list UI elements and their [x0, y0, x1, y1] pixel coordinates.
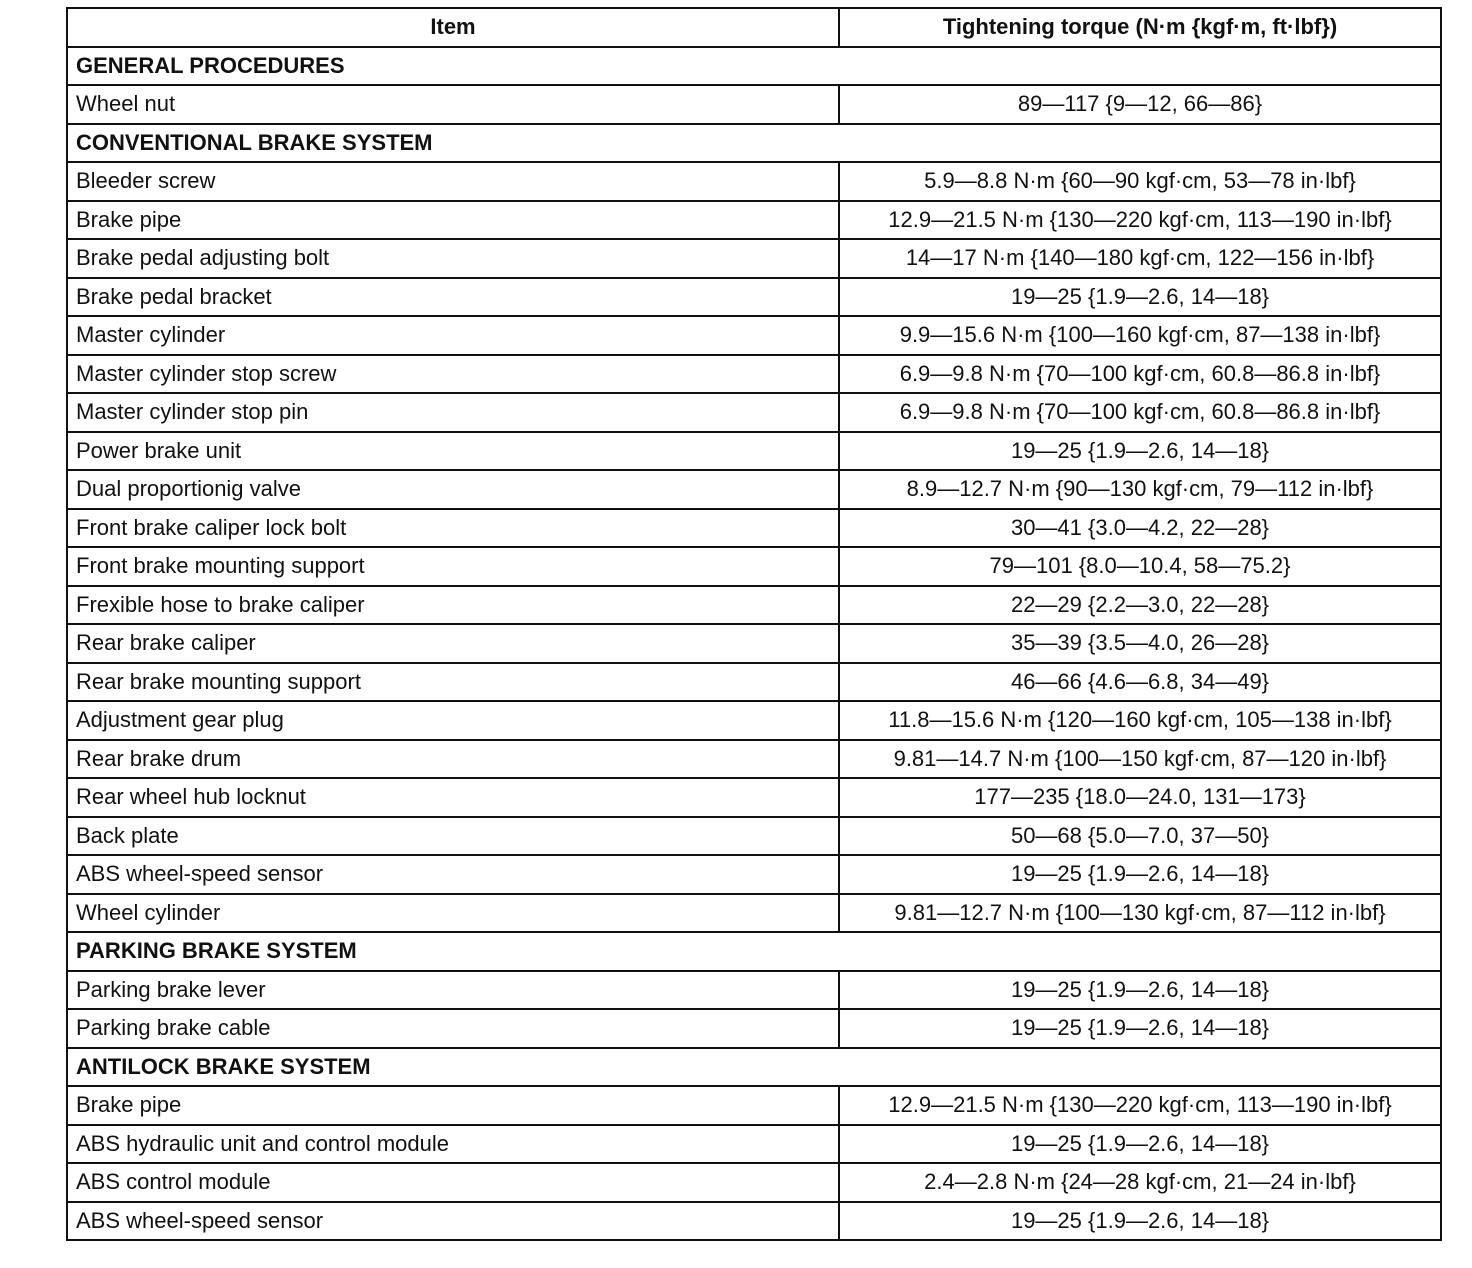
item-cell: Power brake unit	[67, 432, 839, 471]
torque-cell: 6.9—9.8 N·m {70—100 kgf·cm, 60.8—86.8 in·lbf}	[839, 355, 1441, 394]
table-body	[67, 47, 1441, 1241]
torque-cell: 79—101 {8.0—10.4, 58—75.2}	[839, 547, 1441, 586]
item-cell: Rear brake caliper	[67, 624, 839, 663]
table-header-row	[67, 8, 1441, 47]
section-header-row	[67, 47, 1441, 86]
table-row	[67, 817, 1441, 856]
item-cell: Wheel cylinder	[67, 894, 839, 933]
table-row	[67, 393, 1441, 432]
section-header-row	[67, 1048, 1441, 1087]
item-cell: Master cylinder	[67, 316, 839, 355]
table-row	[67, 162, 1441, 201]
torque-cell: 22—29 {2.2—3.0, 22—28}	[839, 586, 1441, 625]
torque-cell: 8.9—12.7 N·m {90—130 kgf·cm, 79—112 in·lbf}	[839, 470, 1441, 509]
torque-cell: 30—41 {3.0—4.2, 22—28}	[839, 509, 1441, 548]
item-cell: Parking brake cable	[67, 1009, 839, 1048]
item-cell: Brake pedal bracket	[67, 278, 839, 317]
item-cell: Master cylinder stop pin	[67, 393, 839, 432]
table-row	[67, 740, 1441, 779]
item-cell: Back plate	[67, 817, 839, 856]
torque-cell: 177—235 {18.0—24.0, 131—173}	[839, 778, 1441, 817]
item-cell: Brake pedal adjusting bolt	[67, 239, 839, 278]
section-header-row	[67, 932, 1441, 971]
item-cell: Bleeder screw	[67, 162, 839, 201]
table-row	[67, 201, 1441, 240]
table-row	[67, 1086, 1441, 1125]
item-cell: Rear wheel hub locknut	[67, 778, 839, 817]
section-header-row	[67, 124, 1441, 163]
table-row	[67, 355, 1441, 394]
table-row	[67, 701, 1441, 740]
table-row	[67, 1202, 1441, 1241]
item-cell: ABS wheel-speed sensor	[67, 855, 839, 894]
torque-cell: 6.9—9.8 N·m {70—100 kgf·cm, 60.8—86.8 in·lbf}	[839, 393, 1441, 432]
item-cell: ABS hydraulic unit and control module	[67, 1125, 839, 1164]
table-row	[67, 432, 1441, 471]
torque-cell: 2.4—2.8 N·m {24—28 kgf·cm, 21—24 in·lbf}	[839, 1163, 1441, 1202]
torque-cell: 19—25 {1.9—2.6, 14—18}	[839, 432, 1441, 471]
table-row	[67, 239, 1441, 278]
torque-cell: 5.9—8.8 N·m {60—90 kgf·cm, 53—78 in·lbf}	[839, 162, 1441, 201]
item-cell: ABS wheel-speed sensor	[67, 1202, 839, 1241]
item-cell: Wheel nut	[67, 85, 839, 124]
torque-cell: 14—17 N·m {140—180 kgf·cm, 122—156 in·lbf}	[839, 239, 1441, 278]
table-row	[67, 1125, 1441, 1164]
torque-cell: 19—25 {1.9—2.6, 14—18}	[839, 971, 1441, 1010]
table-row	[67, 316, 1441, 355]
table-row	[67, 894, 1441, 933]
item-cell: Adjustment gear plug	[67, 701, 839, 740]
item-cell: Master cylinder stop screw	[67, 355, 839, 394]
table-row	[67, 778, 1441, 817]
item-cell: Front brake caliper lock bolt	[67, 509, 839, 548]
torque-cell: 12.9—21.5 N·m {130—220 kgf·cm, 113—190 in·lbf}	[839, 201, 1441, 240]
torque-cell: 19—25 {1.9—2.6, 14—18}	[839, 1125, 1441, 1164]
section-title: ANTILOCK BRAKE SYSTEM	[67, 1048, 1441, 1087]
torque-cell: 12.9—21.5 N·m {130—220 kgf·cm, 113—190 in·lbf}	[839, 1086, 1441, 1125]
table-row	[67, 278, 1441, 317]
table-row	[67, 855, 1441, 894]
table-row	[67, 624, 1441, 663]
table-row	[67, 971, 1441, 1010]
torque-cell: 9.81—14.7 N·m {100—150 kgf·cm, 87—120 in·lbf}	[839, 740, 1441, 779]
table-row	[67, 663, 1441, 702]
column-header-torque: Tightening torque (N·m {kgf·m, ft·lbf})	[839, 8, 1441, 47]
item-cell: Brake pipe	[67, 1086, 839, 1125]
table-row	[67, 547, 1441, 586]
torque-cell: 19—25 {1.9—2.6, 14—18}	[839, 278, 1441, 317]
table-row	[67, 586, 1441, 625]
torque-cell: 46—66 {4.6—6.8, 34—49}	[839, 663, 1441, 702]
table-row	[67, 1009, 1441, 1048]
torque-cell: 9.9—15.6 N·m {100—160 kgf·cm, 87—138 in·lbf}	[839, 316, 1441, 355]
item-cell: Dual proportionig valve	[67, 470, 839, 509]
table-row	[67, 85, 1441, 124]
table-row	[67, 509, 1441, 548]
torque-cell: 89—117 {9—12, 66—86}	[839, 85, 1441, 124]
torque-cell: 19—25 {1.9—2.6, 14—18}	[839, 1009, 1441, 1048]
torque-cell: 35—39 {3.5—4.0, 26—28}	[839, 624, 1441, 663]
item-cell: Rear brake mounting support	[67, 663, 839, 702]
column-header-item: Item	[67, 8, 839, 47]
torque-cell: 9.81—12.7 N·m {100—130 kgf·cm, 87—112 in·lbf}	[839, 894, 1441, 933]
torque-cell: 19—25 {1.9—2.6, 14—18}	[839, 1202, 1441, 1241]
torque-cell: 19—25 {1.9—2.6, 14—18}	[839, 855, 1441, 894]
section-title: CONVENTIONAL BRAKE SYSTEM	[67, 124, 1441, 163]
item-cell: Rear brake drum	[67, 740, 839, 779]
item-cell: Front brake mounting support	[67, 547, 839, 586]
section-title: GENERAL PROCEDURES	[67, 47, 1441, 86]
table-row	[67, 1163, 1441, 1202]
table-row	[67, 470, 1441, 509]
torque-spec-table	[66, 7, 1442, 1241]
item-cell: Frexible hose to brake caliper	[67, 586, 839, 625]
item-cell: Brake pipe	[67, 201, 839, 240]
item-cell: Parking brake lever	[67, 971, 839, 1010]
section-title: PARKING BRAKE SYSTEM	[67, 932, 1441, 971]
item-cell: ABS control module	[67, 1163, 839, 1202]
torque-cell: 50—68 {5.0—7.0, 37—50}	[839, 817, 1441, 856]
torque-cell: 11.8—15.6 N·m {120—160 kgf·cm, 105—138 in·lbf}	[839, 701, 1441, 740]
